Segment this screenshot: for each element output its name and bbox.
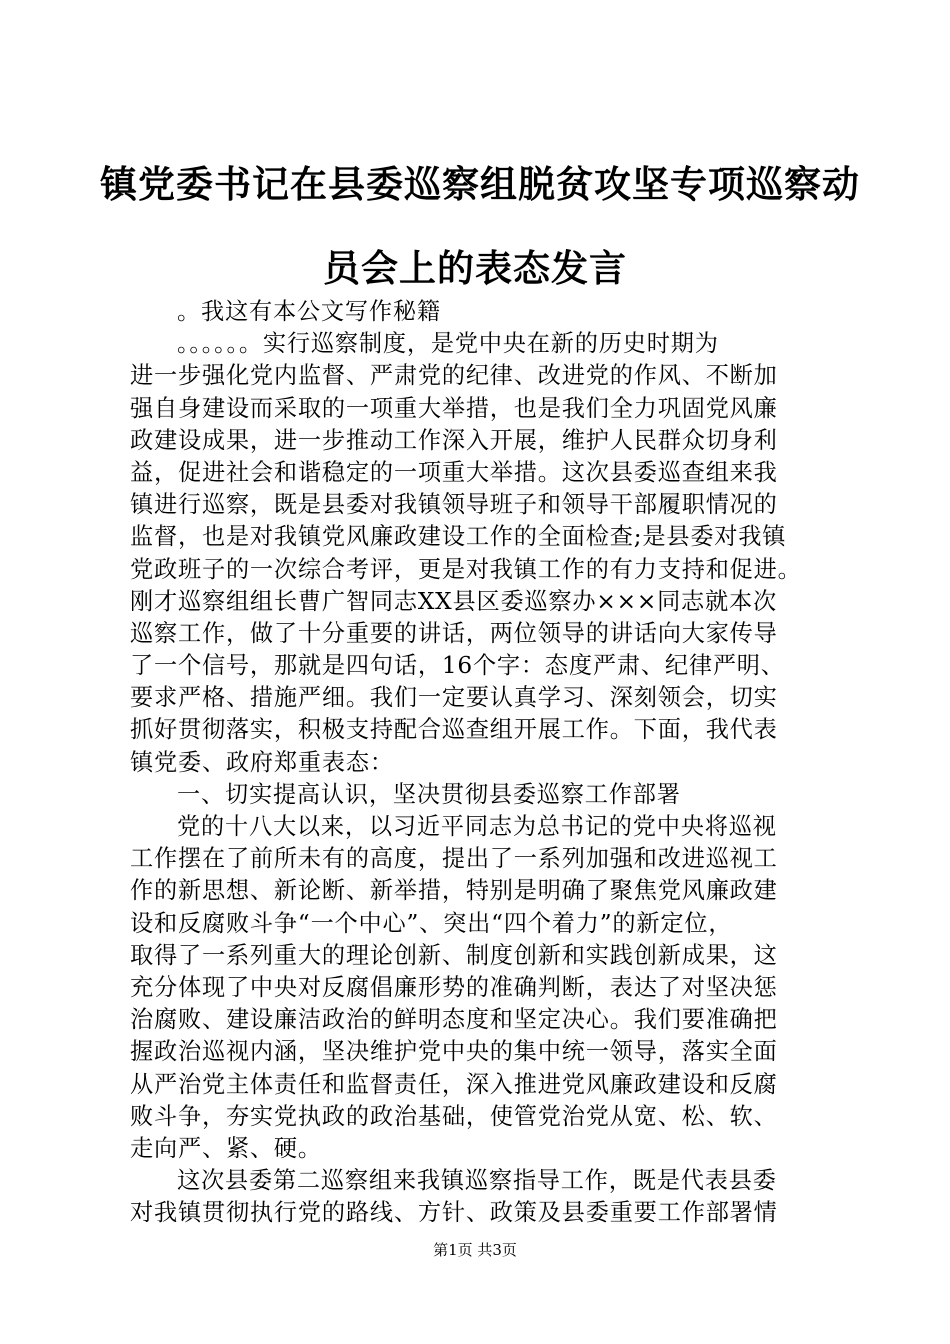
body-line: 抓好贯彻落实，积极支持配合巡查组开展工作。下面，我代表	[130, 716, 778, 744]
body-line: 益，促进社会和谐稳定的一项重大举措。这次县委巡查组来我	[130, 458, 778, 486]
body-line: 工作摆在了前所未有的高度，提出了一系列加强和改进巡视工	[130, 845, 778, 873]
body-line: 了一个信号，那就是四句话，16个字：态度严肃、纪律严明、	[130, 652, 785, 680]
body-line: 从严治党主体责任和监督责任，深入推进党风廉政建设和反腐	[130, 1070, 778, 1098]
body-line: 设和反腐败斗争“一个中心”、突出“四个着力”的新定位，	[130, 909, 733, 937]
body-line: 进一步强化党内监督、严肃党的纪律、改进党的作风、不断加	[130, 362, 778, 390]
section-heading: 一、切实提高认识，坚决贯彻县委巡察工作部署	[177, 780, 681, 808]
body-line: 巡察工作，做了十分重要的讲话，两位领导的讲话向大家传导	[130, 619, 778, 647]
page-footer: 第1页 共3页	[433, 1241, 517, 1259]
body-line: 取得了一系列重大的理论创新、制度创新和实践创新成果，这	[130, 941, 778, 969]
body-line: 监督，也是对我镇党风廉政建设工作的全面检查;是县委对我镇	[130, 523, 787, 551]
body-line: 败斗争，夯实党执政的政治基础，使管党治党从宽、松、软、	[130, 1102, 778, 1130]
body-line: 党的十八大以来，以习近平同志为总书记的党中央将巡视	[177, 813, 777, 840]
body-line: 。我这有本公文写作秘籍	[177, 298, 441, 325]
body-line: 强自身建设而采取的一项重大举措，也是我们全力巩固党风廉	[130, 394, 778, 422]
body-line: 治腐败、建设廉洁政治的鲜明态度和坚定决心。我们要准确把	[130, 1006, 778, 1034]
body-line: 。。。。。。实行巡察制度，是党中央在新的历史时期为	[177, 330, 719, 358]
body-line: 对我镇贯彻执行党的路线、方针、政策及县委重要工作部署情	[130, 1199, 778, 1227]
body-line: 镇党委、政府郑重表态：	[130, 748, 394, 776]
body-line: 要求严格、措施严细。我们一定要认真学习、深刻领会，切实	[130, 684, 778, 712]
document-title-line-2: 员会上的表态发言	[323, 246, 627, 290]
body-line: 握政治巡视内涵，坚决维护党中央的集中统一领导，落实全面	[130, 1038, 778, 1066]
body-line: 政建设成果，进一步推动工作深入开展，维护人民群众切身利	[130, 426, 778, 454]
document-body	[130, 296, 830, 1229]
body-line: 这次县委第二巡察组来我镇巡察指导工作，既是代表县委	[177, 1167, 777, 1195]
document-title-line-1: 镇党委书记在县委巡察组脱贫攻坚专项巡察动	[100, 162, 860, 206]
body-line: 作的新思想、新论断、新举措，特别是明确了聚焦党风廉政建	[130, 877, 778, 905]
body-line: 充分体现了中央对反腐倡廉形势的准确判断，表达了对坚决惩	[130, 973, 778, 1001]
body-line: 党政班子的一次综合考评，更是对我镇工作的有力支持和促进。	[130, 555, 802, 583]
body-line: 刚才巡察组组长曹广智同志XX县区委巡察办×××同志就本次	[130, 587, 778, 615]
body-line: 镇进行巡察，既是县委对我镇领导班子和领导干部履职情况的	[130, 491, 778, 519]
body-line: 走向严、紧、硬。	[130, 1134, 322, 1162]
